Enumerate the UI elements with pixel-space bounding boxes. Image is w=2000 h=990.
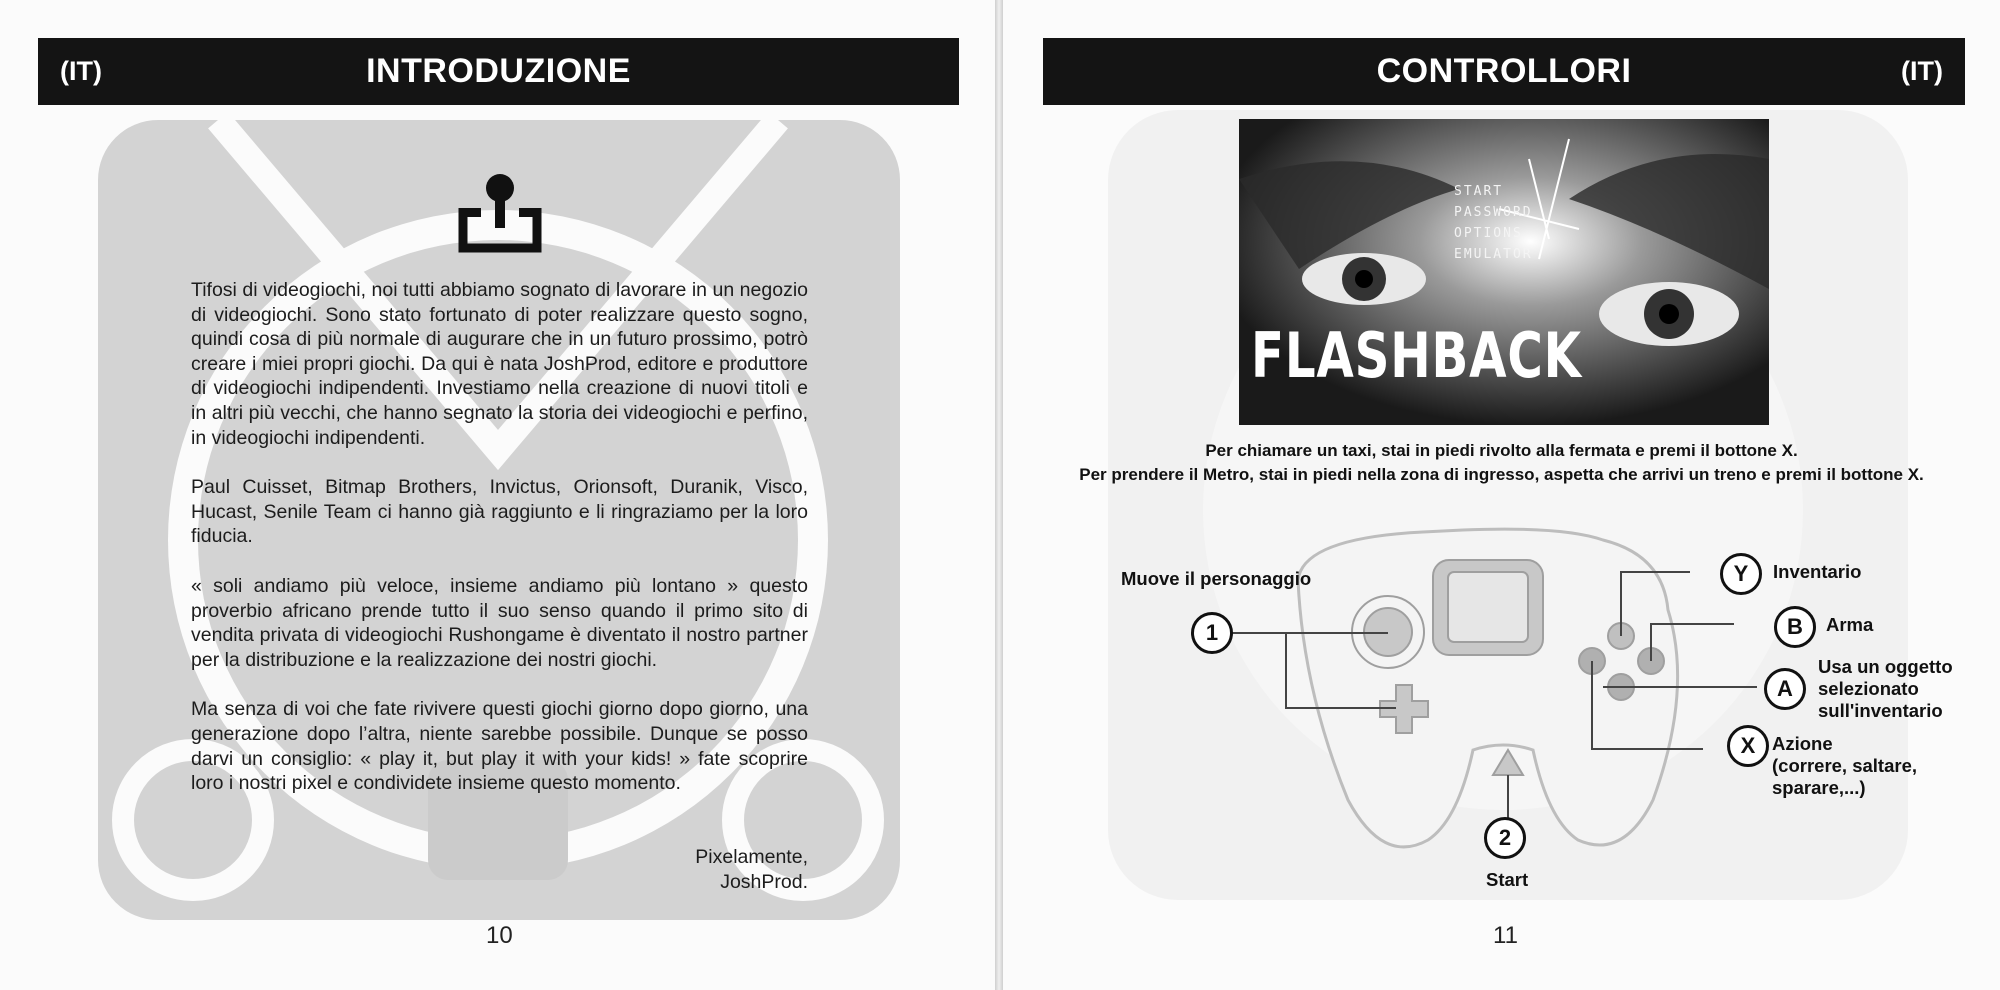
page-header <box>1043 38 1965 105</box>
y-label: Inventario <box>1773 561 1862 582</box>
a-label <box>1818 656 1953 722</box>
joystick-logo-icon <box>455 168 545 258</box>
book-spine <box>995 0 1003 990</box>
a-label-line: sull'inventario <box>1818 700 1943 721</box>
page-number: 10 <box>486 922 513 949</box>
caption-line: Per chiamare un taxi, stai in piedi rivolto alla fermata e premi il bottone X. <box>1205 441 1798 460</box>
stick-number-badge: 1 <box>1191 612 1233 654</box>
signature-line: JoshProd. <box>720 870 808 893</box>
game-logo: FLASHBACK <box>1251 319 1582 392</box>
menu-item: OPTIONS <box>1454 226 1523 241</box>
start-label: Start <box>1486 869 1529 890</box>
signature <box>600 845 808 894</box>
x-label-line: Azione <box>1772 733 1833 754</box>
x-button-badge: X <box>1727 725 1769 767</box>
paragraph: Paul Cuisset, Bitmap Brothers, Invictus, Orionsoft, Duranik, Visco, Hucast, Senile Team ci hanno già raggiunto e li ringraziamo per la loro fiducia. <box>191 476 808 548</box>
menu-item: EMULATOR <box>1454 247 1533 262</box>
page-header <box>38 38 959 105</box>
title-menu <box>1454 181 1533 265</box>
x-label-line: (correre, saltare, <box>1772 755 1918 776</box>
paragraph: Ma senza di voi che fate rivivere questi giochi giorno dopo giorno, una generazione dopo l’altra, niente sarebbe possibile. Dunque se posso darvi un consiglio: « play it, but play it with your kids! » fate scoprire loro i nostri pixel e condividete insieme questo momento. <box>191 698 808 795</box>
b-button-badge: B <box>1774 606 1816 648</box>
x-label-line: sparare,...) <box>1772 777 1866 798</box>
page-title: CONTROLLORI <box>1376 52 1632 90</box>
stick-label: Muove il personaggio <box>1121 568 1312 589</box>
right-page <box>1003 0 2000 990</box>
language-tag: (IT) <box>60 56 102 86</box>
a-label-line: Usa un oggetto <box>1818 656 1953 677</box>
y-button-badge: Y <box>1720 553 1762 595</box>
a-label-line: selezionato <box>1818 678 1919 699</box>
page-number: 11 <box>1493 922 1518 949</box>
signature-line: Pixelamente, <box>695 846 808 868</box>
b-label: Arma <box>1826 614 1874 635</box>
intro-text <box>191 278 808 821</box>
menu-item: PASSWORD <box>1454 205 1533 220</box>
left-page <box>0 0 995 990</box>
caption-line: Per prendere il Metro, stai in piedi nella zona di ingresso, aspetta che arrivi un treno e premi il bottone X. <box>1079 465 1924 484</box>
paragraph: « soli andiamo più veloce, insieme andiamo più lontano » questo proverbio africano prende tutto il suo senso quando il primo sito di vendita privata di videogiochi Rushongame è diventato il nostro partner per la distribuzione e la realizzazione dei nostri giochi. <box>191 574 808 671</box>
start-number-badge: 2 <box>1484 817 1526 859</box>
page-title: INTRODUZIONE <box>366 52 631 90</box>
game-screenshot <box>1239 119 1769 425</box>
a-button-badge: A <box>1764 668 1806 710</box>
menu-item: START <box>1454 184 1504 199</box>
paragraph: Tifosi di videogiochi, noi tutti abbiamo sognato di lavorare in un negozio di videogiochi. Sono stato fortunato di poter realizzare questo sogno, quindi cosa di più normale di augurare che in un futuro prossimo, potrò creare i miei propri giochi. Da qui è nata JoshProd, editore e produttore di videogiochi indipendenti. Investiamo nella creazione di nuovi titoli e in altri più vecchi, che hanno segnato la storia dei videogiochi e perfino, in videogiochi indipendenti. <box>191 279 808 449</box>
x-label <box>1772 733 1917 799</box>
language-tag: (IT) <box>1901 56 1943 86</box>
